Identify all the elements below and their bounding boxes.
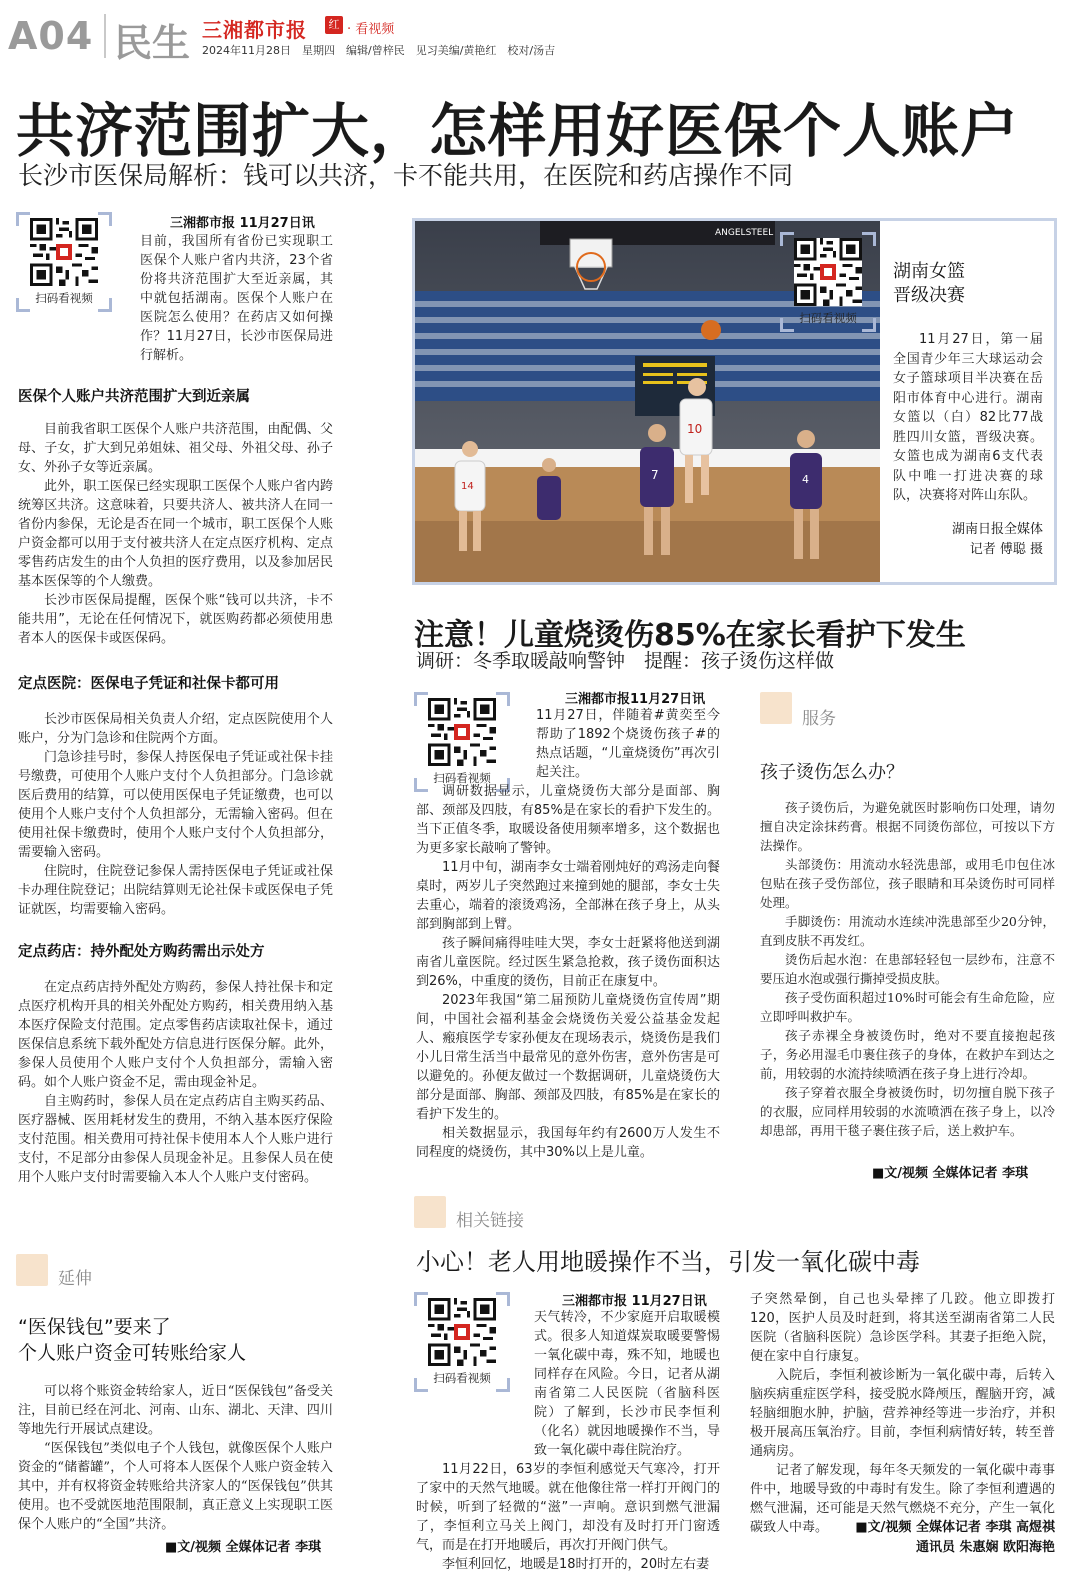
qr-code-label: 扫码看视频	[799, 311, 857, 325]
service-byline: ■文/视频 全媒体记者 李琪	[872, 1166, 1029, 1181]
newspaper-brand: 三湘都市报	[202, 18, 307, 42]
svg-text:7: 7	[651, 468, 659, 482]
qr-code-photo[interactable]	[780, 232, 876, 332]
related-body-col1: 天气转冷，不少家庭开启取暖模式。很多人知道煤炭取暖要警惕一氧化碳中毒，殊不知，地暖也同样存在风险。今日，记者从湖南省第二人民医院（省脑科医院）了解到，长沙市民李恒利（化名）就因地暖操作不当，导致一氧化碳中毒住院治疗。 11月22日，63岁的李恒利感觉天气寒冷，打开了家中的天然气地暖。就在他像往常一样打开阀门的时候，听到了轻微的“滋”一声响。意识到燃气泄漏了，李恒利立马关上阀门，却没有及时打开门窗透气，而是在打开地暖后，再次打开阀门供气。 李恒利回忆，地暖是18时打开的，20时左右妻	[416, 1310, 720, 1572]
quote-icon	[414, 1196, 446, 1228]
service-body: 孩子烫伤后，为避免就医时影响伤口处理，请勿擅自决定涂抹药膏。根据不同烫伤部位，可按以下方法操作。 头部烫伤：用流动水轻洗患部，或用毛巾包住冰包贴在孩子受伤部位，孩子眼睛和耳朵烫伤时可同样处理。 手脚烫伤：用流动水连续冲洗患部至少20分钟，直到皮肤不再发红。 烫伤后起水泡：在患部轻轻包一层纱布，注意不要压迫水泡或强行撕掉受损皮肤。 孩子受伤面积超过10%时可能会有生命危险，应立即呼叫救护车。 孩子赤裸全身被烫伤时，绝对不要直接抱起孩子，务必用湿毛巾裹住孩子的身体，在救护车到达之前，用较弱的水流持续喷洒在孩子身上进行冷却。 孩子穿着衣服全身被烫伤时，切勿擅自脱下孩子的衣服，应同样用较弱的水流喷洒在孩子身上，以冷却患部，再用干毯子裹住孩子后，送上救护车。	[760, 800, 1055, 1138]
section-body-3: 在定点药店持外配处方购药，参保人持社保卡和定点医疗机构开具的相关外配处方购药，相关费用纳入基本医疗保险支付范围。定点零售药店读取社保卡，通过医保信息系统下载外配处方信息进行医保分解。此外，参保人员使用个人账户支付个人负担部分，需输入密码。如个人账户资金不足，需由现金补足。 自主购药时，参保人员在定点药店自主购买药品、医疗器械、医用耗材发生的费用，不纳入基本医疗保险支付范围。相关费用可持社保卡使用本人个人账户进行支付，不足部分由参保人员现金补足。且参保人员在使用个人账户支付时需要输入本人个人账户支付密码。	[18, 980, 333, 1185]
qr-frame-corner	[496, 692, 510, 706]
quote-icon	[16, 1254, 48, 1286]
service-tag: 服务	[760, 692, 880, 732]
extension-body: 可以将个账资金转给家人，近日“医保钱包”备受关注，目前已经在河北、河南、山东、湖北、天津、四川等地先行开展试点建设。 “医保钱包”类似电子个人钱包，就像医保个人账户资金的“储蓄罐”，个人可将本人医保个人账户资金转入其中，并有权将资金转账给共济家人的“医保钱包”供其使用。也不受就医地范围限制，真正意义上实现职工医保个人账户的“全国”共济。	[18, 1384, 333, 1532]
extension-tag: 延伸	[16, 1254, 136, 1294]
section-heading-3: 定点药店：持外配处方购药需出示处方	[18, 944, 265, 960]
qr-frame-corner	[496, 1292, 510, 1306]
qr-frame-corner	[414, 1292, 428, 1306]
section-body-1: 目前我省职工医保个人账户共济范围，由配偶、父母、子女，扩大到兄弟姐妹、祖父母、外祖父母、孙子女、外孙子女等近亲属。 此外，职工医保已经实现职工医保个人账户省内跨统筹区共济。这意味着，只要共济人、被共济人在同一省份内参保，无论是否在同一个城市，职工医保个人账户资金都可以用于支付被共济人在定点医疗机构、定点零售药店发生的由个人负担的医疗费用，以及参加居民基本医保等的个人缴费。 长沙市医保局提醒，医保个账“钱可以共济，卡不能共用”，无论在任何情况下，就医购药都必须使用患者本人的医保卡或医保码。	[18, 422, 333, 646]
burn-title: 注意！儿童烧烫伤85%在家长看护下发生	[414, 618, 966, 653]
qr-code-image[interactable]	[794, 238, 862, 306]
main-headline: 共济范围扩大，怎样用好医保个人账户	[16, 97, 1020, 165]
quote-icon	[760, 692, 792, 724]
qr-code-label: 扫码看视频	[433, 771, 491, 785]
brand-logo-icon: 红	[325, 16, 343, 34]
main-lead: 目前，我国所有省份已实现职工医保个人账户省内共济，23个省份将共济范围扩大至近亲属，其中就包括湖南。医保个人账户在医院怎么使用？在药店又如何操作？11月27日，长沙市医保局进行解析。	[140, 234, 333, 363]
issue-meta: 2024年11月28日 星期四 编辑/曾梓民 见习美编/黄艳红 校对/汤吉	[202, 44, 556, 57]
qr-frame-corner	[98, 212, 112, 226]
main-subheadline: 长沙市医保局解析：钱可以共济，卡不能共用，在医院和药店操作不同	[18, 161, 794, 190]
related-title: 小心！老人用地暖操作不当，引发一氧化碳中毒	[416, 1248, 920, 1276]
section-name: 民生	[114, 21, 191, 65]
main-dateline: 三湘都市报 11月27日讯	[170, 216, 315, 231]
arena-banner: ANGELSTEEL	[715, 228, 774, 238]
svg-text:14: 14	[461, 481, 474, 492]
qr-frame-corner	[862, 232, 876, 246]
qr-frame-corner	[16, 212, 30, 226]
photo-credit: 湖南日报全媒体 记者 傅聪 摄	[951, 522, 1043, 557]
section-heading-2: 定点医院：医保电子凭证和社保卡都可用	[18, 676, 279, 692]
qr-frame-corner	[780, 232, 794, 246]
related-body-col2: 子突然晕倒，自己也头晕摔了几跤。他立即拨打120，医护人员及时赶到，将其送至湖南省第二人民医院（省脑科医院）急诊医学科。其妻子拒绝入院，便在家中自行康复。 入院后，李恒利被诊断为一氧化碳中毒，后转入脑疾病重症医学科，接受脱水降颅压，醒脑开窍，减轻脑细胞水肿，护脑，营养神经等进一步治疗，并积极开展高压氧治疗。目前，李恒利病情好转，转至普通病房。 记者了解发现，每年冬天频发的一氧化碳中毒事件中，地暖导致的中毒时有发生。除了李恒利遭遇的燃气泄漏，还可能是天然气燃烧不充分，产生一氧化碳致人中毒。	[750, 1292, 1055, 1535]
svg-text:10: 10	[687, 422, 703, 436]
extension-byline: ■文/视频 全媒体记者 李琪	[165, 1540, 322, 1555]
related-tag: 相关链接	[414, 1196, 554, 1236]
page-number: A04	[8, 14, 94, 58]
related-dateline: 三湘都市报 11月27日讯	[562, 1294, 707, 1309]
section-heading-1: 医保个人账户共济范围扩大到近亲属	[18, 389, 250, 405]
service-question: 孩子烫伤怎么办？	[760, 762, 904, 783]
burn-dateline: 三湘都市报11月27日讯	[565, 692, 706, 707]
svg-text:4: 4	[802, 473, 809, 486]
burn-body: 11月27日，伴随着#黄奕至今帮助了1892个烧烫伤孩子#的热点话题，“儿童烧烫伤”再次引起关注。 调研数据显示，儿童烧烫伤大部分是面部、胸部、颈部及四肢，有85%是在家长的看护下发生的。当下正值冬季，取暖设备使用频率增多，这个数据也为更多家长敲响了警钟。 11月中旬，湖南李女士端着刚炖好的鸡汤走向餐桌时，两岁儿子突然跑过来撞到她的腿部，李女士失去重心，端着的滚烫鸡汤，全部淋在孩子身上，从头部到胸部到上臂。 孩子瞬间痛得哇哇大哭，李女士赶紧将他送到湖南省儿童医院。经过医生紧急抢救，孩子烫伤面积达到26%，中重度的烫伤，目前正在康复中。 2023年我国“第二届预防儿童烧烫伤宣传周”期间，中国社会福利基金会烧烫伤关爱公益基金发起人、瘢痕医学专家孙便友在现场表示，烧烫伤是我们小儿日常生活当中最常见的意外伤害，意外伤害是可以避免的。孙便友做过一个数据调研，儿童烧烫伤大部分是面部、胸部、颈部及四肢，有85%是在家长的看护下发生的。 相关数据显示，我国每年约有2600万人发生不同程度的烧烫伤，其中30%以上是儿童。	[416, 708, 720, 1160]
brand-subtitle: · 看视频	[347, 22, 395, 37]
burn-subtitle: 调研：冬季取暖敲响警钟 提醒：孩子烫伤这样做	[416, 650, 835, 672]
related-byline: ■文/视频 全媒体记者 李琪 高煜祺 通讯员 朱惠娴 欧阳海艳	[855, 1520, 1055, 1555]
qr-frame-corner	[414, 692, 428, 706]
section-body-2: 长沙市医保局相关负责人介绍，定点医院使用个人账户，分为门急诊和住院两个方面。 门急诊挂号时，参保人持医保电子凭证或社保卡挂号缴费，可使用个人账户支付个人负担部分。门急诊就医后费用的结算，可以使用医保电子凭证缴费，也可以使用个人账户支付个人负担部分，无需输入密码。但在使用社保卡缴费时，使用个人账户支付个人负担部分，需要输入密码。 住院时，住院登记参保人需持医保电子凭证或社保卡办理住院登记；出院结算则无论社保卡或医保电子凭证就医，均需要输入密码。	[18, 712, 333, 917]
qr-code-label: 扫码看视频	[35, 291, 93, 305]
photo-caption: 11月27日，第一届全国青少年三大球运动会女子篮球项目半决赛在岳阳市体育中心进行。湖南女篮以（白）82比77战胜四川女篮，晋级决赛。女篮也成为湖南6支代表队中唯一打进决赛的球队，决赛将对阵山东队。	[893, 332, 1043, 503]
masthead-divider	[104, 14, 106, 58]
photo-title: 湖南女篮 晋级决赛	[893, 261, 965, 306]
qr-code-label: 扫码看视频	[433, 1371, 491, 1385]
extension-title: “医保钱包”要来了 个人账户资金可转账给家人	[18, 1316, 247, 1364]
